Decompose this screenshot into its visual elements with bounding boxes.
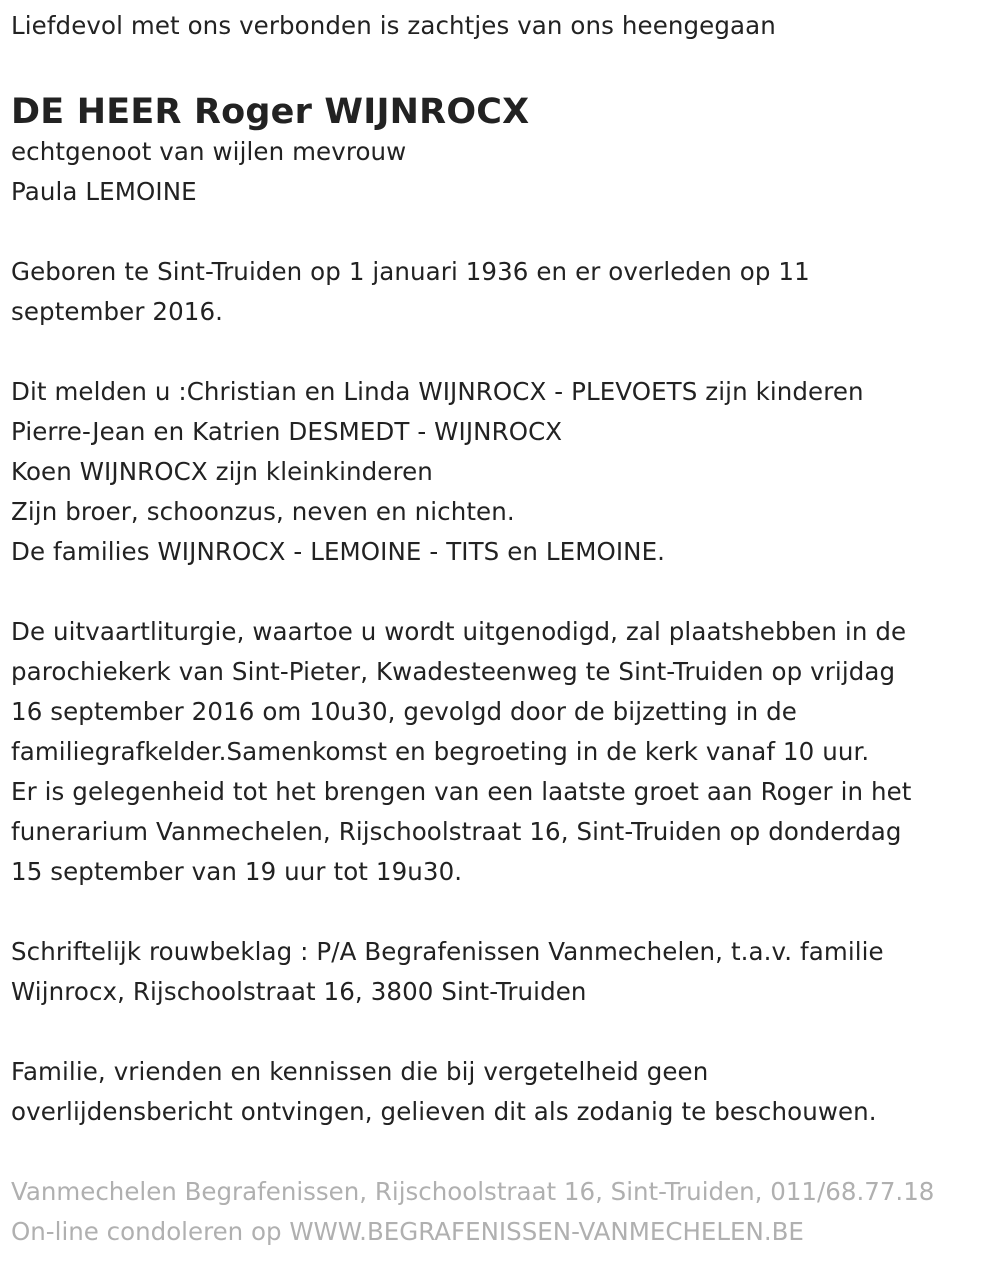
ceremony-line: De uitvaartliturgie, waartoe u wordt uitgenodigd, zal plaatshebben in de: [11, 617, 907, 646]
spacer: [11, 332, 1000, 372]
spacer: [11, 572, 1000, 612]
ceremony-line: funerarium Vanmechelen, Rijschoolstraat 16, Sint-Truiden op donderdag: [11, 817, 902, 846]
announcement-line: Pierre-Jean en Katrien DESMEDT - WIJNROCX: [11, 417, 563, 446]
spouse-line-1: echtgenoot van wijlen mevrouw: [11, 137, 407, 166]
spacer: [11, 892, 1000, 932]
condolence-line: Wijnrocx, Rijschoolstraat 16, 3800 Sint-Truiden: [11, 977, 587, 1006]
closing-line: Familie, vrienden en kennissen die bij vergetelheid geen: [11, 1057, 709, 1086]
birth-line-2: september 2016.: [11, 297, 224, 326]
condolence-line: Schriftelijk rouwbeklag : P/A Begrafenissen Vanmechelen, t.a.v. familie: [11, 937, 884, 966]
ceremony-line: 15 september van 19 uur tot 19u30.: [11, 857, 463, 886]
spacer: [11, 212, 1000, 252]
announcement-line: De families WIJNROCX - LEMOINE - TITS en LEMOINE.: [11, 537, 666, 566]
birth-line-1: Geboren te Sint-Truiden op 1 januari 1936 en er overleden op 11: [11, 257, 810, 286]
funeral-home-info: Vanmechelen Begrafenissen, Rijschoolstraat 16, Sint-Truiden, 011/68.77.18: [11, 1177, 935, 1206]
online-condolence-info: On-line condoleren op WWW.BEGRAFENISSEN-VANMECHELEN.BE: [11, 1217, 804, 1246]
announcement-line: Koen WIJNROCX zijn kleinkinderen: [11, 457, 433, 486]
intro-text: Liefdevol met ons verbonden is zachtjes van ons heengegaan: [11, 11, 776, 40]
deceased-name: DE HEER Roger WIJNROCX: [11, 92, 530, 132]
ceremony-line: familiegrafkelder.Samenkomst en begroeting in de kerk vanaf 10 uur.: [11, 737, 870, 766]
spouse-line-2: Paula LEMOINE: [11, 177, 197, 206]
spacer: [11, 1132, 1000, 1172]
closing-line: overlijdensbericht ontvingen, gelieven dit als zodanig te beschouwen.: [11, 1097, 877, 1126]
announcement-line: Zijn broer, schoonzus, neven en nichten.: [11, 497, 515, 526]
spacer: [11, 1012, 1000, 1052]
ceremony-line: 16 september 2016 om 10u30, gevolgd door de bijzetting in de: [11, 697, 797, 726]
announcement-line: Dit melden u :Christian en Linda WIJNROCX - PLEVOETS zijn kinderen: [11, 377, 864, 406]
ceremony-line: Er is gelegenheid tot het brengen van een laatste groet aan Roger in het: [11, 777, 912, 806]
ceremony-line: parochiekerk van Sint-Pieter, Kwadesteenweg te Sint-Truiden op vrijdag: [11, 657, 896, 686]
